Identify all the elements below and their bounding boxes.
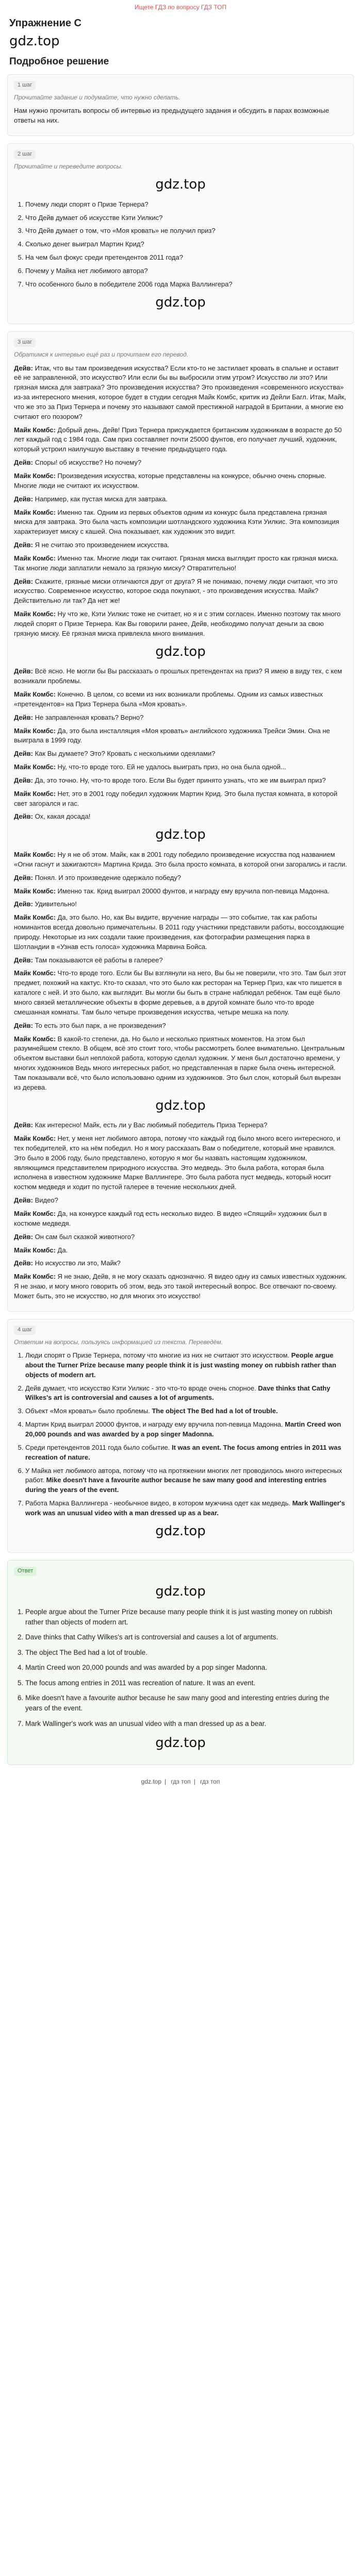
- step-task: Ответим на вопросы, пользуясь информацией из текста. Переведём.: [14, 1338, 223, 1346]
- dialog-line: [14, 812, 347, 822]
- speaker-name: Майк Комбс:: [14, 554, 56, 562]
- speaker-text: Именно так. Крид выиграл 20000 фунтов, и награду ему вручила поп-певица Мадонна.: [57, 887, 330, 895]
- speaker-name: Майк Комбс:: [14, 690, 56, 699]
- dialog-line: [14, 969, 347, 1017]
- speaker-text: Ну я не об этом. Майк, как в 2001 году победило произведение искусства под названием «Огни гаснут и зажигаются» Мартина Крида. Это была просто комната, в которой огни загорались и гасли.: [14, 851, 347, 868]
- speaker-text: Конечно. В целом, со всеми из них возникали проблемы. Одним из самых известных «претендентов» на Приз Тернера была «Моя кровать».: [14, 690, 323, 708]
- russian-text: Люди спорят о Призе Тернера, потому что многие из них не считают это искусством.: [25, 1351, 291, 1360]
- english-text: People argue about the Turner Prize because many people think it is just wasting money on rubbish rather than objects of modern art.: [25, 1351, 336, 1379]
- step-1: [7, 74, 354, 136]
- speaker-name: Дейв:: [14, 713, 33, 721]
- speaker-text: Не заправленная кровать? Верно?: [35, 713, 144, 721]
- speaker-text: То есть это был парк, а не произведения?: [35, 1021, 166, 1029]
- dialog-line: [14, 762, 347, 772]
- speaker-name: Майк Комбс:: [14, 763, 56, 771]
- dialog-line: [14, 887, 347, 896]
- speaker-name: Дейв:: [14, 577, 33, 585]
- speaker-name: Майк Комбс:: [14, 1210, 56, 1218]
- speaker-name: Майк Комбс:: [14, 1134, 56, 1143]
- speaker-text: Как Вы думаете? Это? Кровать с несколькими одеялами?: [35, 750, 216, 758]
- speaker-text: Да, это было. Но, как Вы видите, вручение награды — это событие, так как работы номинантов всегда довольно примечательны. В 2011 году участники представили работы, воссоздающие природу. Некоторые из них создали такие произведения, как фотографии размещения парка в Шотландии в «Узнав есть голоса» художника Марвина Бойса.: [14, 913, 344, 951]
- speaker-text: В какой-то степени, да. Но было и несколько приятных моментов. На этом был разумнейшем стекло. В общем, всё это стоит того, чтобы рассмотреть более внимательно. Центральным объектом выставки был неплохой работа, которую сделал художник. У меня был достаточно времени, у многих художников Ведь много интересных работ, но представленная в парке была очень интересной. Там показывали всё, что было использовано одним из художников. Это был слон, который был вырезан из дерева.: [14, 1035, 345, 1091]
- speaker-name: Майк Комбс:: [14, 508, 56, 516]
- dialog-line: [14, 577, 347, 606]
- speaker-text: Понял. И это произведение одержало победу?: [35, 873, 181, 882]
- step-tag: 4 шаг: [14, 1326, 36, 1335]
- step-3: [7, 331, 354, 1312]
- dialog-list: [14, 364, 347, 1301]
- dialog-line: [14, 426, 347, 455]
- dialog-line: [14, 913, 347, 952]
- list-item: 1. Почему люди спорят о Призе Тернера?: [25, 200, 347, 210]
- list-item: 5. На чем был фокус среди претендентов 2011 года?: [25, 253, 347, 263]
- watermark: gdz.top: [155, 1735, 206, 1751]
- dialog-line: [14, 508, 347, 537]
- dialog-line: [14, 1121, 347, 1130]
- speaker-name: Дейв:: [14, 364, 33, 372]
- russian-text: Дейв думает, что искусство Кэти Уилкис - это что-то вроде очень спорное.: [25, 1384, 258, 1392]
- dialog-line: [14, 1021, 347, 1031]
- dialog-line: [14, 609, 347, 639]
- list-item: 2. Что Дейв думает об искусстве Кэти Уилкис?: [25, 213, 347, 223]
- speaker-text: Да, на конкурсе каждый год есть несколько видео. В видео «Спящий» художник был в костюме медведя.: [14, 1210, 327, 1227]
- speaker-text: Нет, это в 2001 году победил художник Мартин Крид. Это была пустая комната, в которой свет загорался и гас.: [14, 789, 338, 807]
- speaker-text: Видео?: [35, 1196, 58, 1205]
- speaker-name: Майк Комбс:: [14, 1246, 56, 1254]
- speaker-text: Я не знаю, Дейв, я не могу сказать однозначно. Я видео одну из самых известных художник. Я не знаю, и могу много говорить об этом, ведь это такой интересный вопрос. Все отвечают по-своему. Может быть, это не искусство, но для многих это искусство!: [14, 1273, 347, 1300]
- speaker-name: Майк Комбс:: [14, 887, 56, 895]
- dialog-line: [14, 789, 347, 809]
- footer-link[interactable]: гдз топ: [171, 1777, 191, 1785]
- speaker-name: Майк Комбс:: [14, 1273, 56, 1281]
- english-text: The object The Bed had a lot of trouble.: [152, 1407, 278, 1415]
- header: [0, 14, 361, 69]
- speaker-name: Майк Комбс:: [14, 913, 56, 922]
- speaker-text: Добрый день, Дейв! Приз Тернера присуждается британским художникам в возрасте до 50 лет каждый год с 1984 года. Сам приз составляет почти 25000 фунтов, его получает лучший, художник, который устроил наилучшую выставку в течение предыдущего года.: [14, 426, 342, 453]
- dialog-line: [14, 495, 347, 504]
- dialog-line: [14, 1035, 347, 1093]
- footer-link[interactable]: gdz.top: [141, 1777, 162, 1785]
- dialog-line: [14, 713, 347, 723]
- russian-text: Среди претендентов 2011 года было событие.: [25, 1443, 172, 1451]
- dialog-line: [14, 1246, 347, 1256]
- watermark: gdz.top: [155, 827, 206, 843]
- list-item: 6. Почему у Майка нет любимого автора?: [25, 266, 347, 276]
- speaker-text: Именно так. Многие люди так считают. Грязная миска выглядит просто как грязная миска. Так многие люди заплатили немало за грязную миску? Отвратительно!: [14, 554, 339, 572]
- questions-list: [14, 200, 347, 290]
- dialog-line: [14, 554, 347, 573]
- list-item: [25, 1406, 347, 1416]
- watermark: gdz.top: [155, 1097, 206, 1113]
- answer-item: 5. The focus among entries in 2011 was recreation of nature. It was an event.: [25, 1678, 347, 1688]
- speaker-name: Майк Комбс:: [14, 969, 56, 977]
- speaker-name: Майк Комбс:: [14, 851, 56, 859]
- list-item: [25, 1443, 347, 1463]
- speaker-name: Дейв:: [14, 776, 33, 784]
- dialog-line: [14, 873, 347, 883]
- speaker-text: Как интересно! Майк, есть ли у Вас любимый победитель Приза Тернера?: [35, 1121, 268, 1129]
- list-item: 4. Сколько денег выиграл Мартин Крид?: [25, 240, 347, 249]
- step-tag: 3 шаг: [14, 338, 36, 347]
- speaker-name: Дейв:: [14, 812, 33, 821]
- speaker-name: Дейв:: [14, 1196, 33, 1205]
- speaker-name: Дейв:: [14, 873, 33, 882]
- dialog-line: [14, 726, 347, 746]
- speaker-text: Нет, у меня нет любимого автора, потому что каждый год было много всего интересного, и тех победителей, кто на нём победил. Но я могу рассказать Вам о победителе, который мне нравился. Это было в 2006 году, было представлено, которую я мог бы назвать настоящим художником, являющимся представителем природного искусства. Это медведь. Это была работа, которая была исполнена в известном художнике Марке Валлингере. Это была работа пуст медведь, который носит костюм медведя и ходит по пустой галерее в течение нескольких дней.: [14, 1134, 340, 1191]
- watermark: gdz.top: [155, 1523, 206, 1539]
- english-text: Mike doesn't have a favourite author because he saw many good and interesting entries during the years of the event.: [25, 1476, 327, 1494]
- speaker-name: Майк Комбс:: [14, 789, 56, 798]
- english-text: Mark Wallinger's work was an unusual video with a man dressed up as a bear.: [25, 1499, 346, 1517]
- english-text: Dave thinks that Cathy Wilkes's art is controversial and causes a lot of arguments.: [25, 1384, 331, 1402]
- russian-text: У Майка нет любимого автора, потому что на протяжении многих лет проводилось много интересных работ.: [25, 1466, 342, 1484]
- speaker-text: Там показываются её работы в галерее?: [35, 956, 163, 964]
- speaker-name: Дейв:: [14, 1121, 33, 1129]
- speaker-text: Итак, что вы там произведения искусства? Если кто-то не застилает кровать в спальне и оставит её не заправленной, это искусство? Или если бы вы выбросили этим утром? Искусство ли это? Или грязная миска для завтрака? Это произведения искусства? Это произведения «современного искусства» из-за интересного мнения, которое будет в студии сегодня Майк Комбс, критик из Дейли Багл. Итак, Майк, что же это за Приз Тернера и почему это называют самой престижной наградой в Британии, а многие ею считают его позором?: [14, 364, 347, 420]
- speaker-name: Дейв:: [14, 1259, 33, 1267]
- english-text: Martin Creed won 20,000 pounds and was awarded by a pop singer Madonna.: [25, 1420, 341, 1438]
- site-logo: gdz.top: [9, 33, 60, 49]
- dialog-line: [14, 749, 347, 759]
- russian-text: Работа Марка Валлингера - необычное видео, в котором мужчина одет как медведь.: [25, 1499, 292, 1507]
- step-task: Прочитайте задание и подумайте, что нужно сделать.: [14, 93, 180, 101]
- speaker-text: Именно так. Одним из первых объектов одним из конкурс была представлена грязная миска для завтрака. Это была часть композиции шотландского художника Кэти Уилкис. Эта композиция характеризует миску с кашей. Она показывает, как художник это видит.: [14, 508, 339, 536]
- speaker-text: Что-то вроде того. Если бы Вы взглянули на него, Вы бы не поверили, что это. Там был этот предмет, похожий на кактус. Кто-то сказал, что это было как ресторан на Тернер Приз, как что пишется в каталоге с ней. И это было, как выглядит. Вы могли бы быть в стране наблюдал ребёнок. Там ещё было много связей металлические объекты в форме деревьев, а в другой комнате было что-то вроде смешанная комнаты. Там было четыре произведения искусства, четыре мешка на полу.: [14, 969, 347, 1016]
- dialog-line: [14, 1232, 347, 1242]
- speaker-name: Майк Комбс:: [14, 426, 56, 434]
- answer-item: 4. Martin Creed won 20,000 pounds and was awarded by a pop singer Madonna.: [25, 1663, 347, 1673]
- speaker-text: Произведения искусства, которые представлены на конкурсе, обычно очень спорные. Многие люди не считают их искусством.: [14, 472, 326, 489]
- dialog-line: [14, 364, 347, 422]
- answer-item: 2. Dave thinks that Cathy Wilkes's art is controversial and causes a lot of arguments.: [25, 1632, 347, 1642]
- dialog-line: [14, 1209, 347, 1229]
- step-2: [7, 143, 354, 325]
- step-tag: 1 шаг: [14, 81, 36, 90]
- answers-translation-list: [14, 1351, 347, 1518]
- russian-text: Объект «Моя кровать» было проблемы.: [25, 1407, 152, 1415]
- step-4: [7, 1319, 354, 1553]
- answer-tag: Ответ: [14, 1567, 37, 1576]
- answer-item: 6. Mike doesn't have a favourite author because he saw many good and interesting entries during the years of the event.: [25, 1693, 347, 1713]
- speaker-name: Дейв:: [14, 459, 33, 467]
- answer-block: [7, 1560, 354, 1765]
- speaker-name: Дейв:: [14, 495, 33, 503]
- dialog-line: [14, 471, 347, 491]
- speaker-text: Споры! об искусстве? Но почему?: [35, 459, 142, 467]
- speaker-name: Дейв:: [14, 900, 33, 908]
- list-item: [25, 1499, 347, 1518]
- speaker-text: Да, это была инсталляция «Моя кровать» английского художника Трейси Эмин. Она не выиграла в 1999 году.: [14, 726, 330, 744]
- list-item: [25, 1351, 347, 1380]
- dialog-line: [14, 690, 347, 709]
- speaker-text: Всё ясно. Не могли бы Вы рассказать о прошлых претендентах на приз? Я имею в виду тех, с кем возникали проблемы.: [14, 667, 342, 685]
- speaker-name: Дейв:: [14, 750, 33, 758]
- speaker-text: Ох, какая досада!: [35, 812, 91, 821]
- speaker-text: Я не считаю это произведением искусства.: [35, 541, 170, 549]
- speaker-text: Например, как пустая миска для завтрака.: [35, 495, 168, 503]
- speaker-name: Дейв:: [14, 956, 33, 964]
- speaker-name: Дейв:: [14, 1021, 33, 1029]
- watermark: gdz.top: [155, 176, 206, 192]
- speaker-text: Удивительно!: [35, 900, 77, 908]
- answer-item: 1. People argue about the Turner Prize because many people think it is just wasting money on rubbish rather than objects of modern art.: [25, 1607, 347, 1627]
- dialog-line: [14, 1196, 347, 1206]
- english-text: It was an event. The focus among entries in 2011 was recreation of nature.: [25, 1443, 341, 1461]
- footer: gdz.top | гдз топ | гдз топ: [141, 1777, 220, 1785]
- speaker-text: Он сам был сказкой животного?: [35, 1232, 135, 1241]
- speaker-name: Майк Комбс:: [14, 1035, 56, 1043]
- dialog-line: [14, 458, 347, 468]
- russian-text: Мартин Крид выиграл 20000 фунтов, и награду ему вручила поп-певица Мадонна.: [25, 1420, 285, 1429]
- watermark: gdz.top: [155, 1584, 206, 1600]
- speaker-text: Ну что же, Кэти Уилкис тоже не считает, но я и с этим согласен. Именно поэтому так много людей спорят о Призе Тернера. Как Вы говорили ранее, Дейв, необходимо получат деньги за свою грязную миску. Её грязная миска привлекла много внимания.: [14, 610, 341, 637]
- speaker-name: Дейв:: [14, 541, 33, 549]
- list-item: [25, 1466, 347, 1496]
- watermark: gdz.top: [155, 294, 206, 310]
- list-item: 7. Что особенного было в победителе 2006 года Марка Валлингера?: [25, 280, 347, 290]
- speaker-name: Майк Комбс:: [14, 610, 56, 618]
- answer-list: [14, 1607, 347, 1728]
- dialog-line: [14, 956, 347, 965]
- dialog-line: [14, 1134, 347, 1192]
- answer-item: 7. Mark Wallinger's work was an unusual video with a man dressed up as a bear.: [25, 1719, 347, 1729]
- dialog-line: [14, 850, 347, 870]
- footer-link[interactable]: гдз топ: [200, 1777, 220, 1785]
- top-link[interactable]: Ищете ГДЗ по вопросу ГДЗ ТОП: [134, 4, 227, 11]
- step-tag: 2 шаг: [14, 150, 36, 159]
- step-text: Нам нужно прочитать вопросы об интервью из предыдущего задания и обсудить в парах возможные ответы на них.: [14, 106, 330, 124]
- speaker-text: Ну, что-то вроде того. Ей не удалось выиграть приз, но она была одной...: [57, 763, 286, 771]
- dialog-line: [14, 900, 347, 909]
- dialog-line: [14, 540, 347, 550]
- list-item: 3. Что Дейв думает о том, что «Моя кровать» не получил приз?: [25, 226, 347, 236]
- speaker-name: Майк Комбс:: [14, 726, 56, 735]
- dialog-line: [14, 1259, 347, 1268]
- answer-item: 3. The object The Bed had a lot of trouble.: [25, 1648, 347, 1658]
- step-task: Прочитайте и переведите вопросы.: [14, 162, 123, 170]
- speaker-text: Скажите, грязные миски отличаются друг от друга? Я не понимаю, почему люди считают, что это искусство. Современное искусство, которое сюда покупают, - это произведения искусства. Майк? Действительно ли так? Да нет же!: [14, 577, 338, 605]
- speaker-name: Майк Комбс:: [14, 472, 56, 480]
- watermark: gdz.top: [155, 643, 206, 659]
- speaker-text: Да, это точно. Ну, что-то вроде того. Если Вы будет принято узнать, что же им выиграл приз?: [35, 776, 326, 784]
- speaker-text: Да.: [57, 1246, 68, 1254]
- speaker-name: Дейв:: [14, 667, 33, 675]
- dialog-line: [14, 1272, 347, 1301]
- dialog-line: [14, 667, 347, 686]
- exercise-title: Упражнение C: [9, 18, 81, 29]
- speaker-text: Но искусство ли это, Майк?: [35, 1259, 121, 1267]
- solution-subtitle: Подробное решение: [9, 56, 109, 67]
- dialog-line: [14, 776, 347, 786]
- step-task: Обратимся к интервью ещё раз и прочитаем его перевод.: [14, 351, 189, 359]
- list-item: [25, 1384, 347, 1403]
- list-item: [25, 1420, 347, 1439]
- speaker-name: Дейв:: [14, 1232, 33, 1241]
